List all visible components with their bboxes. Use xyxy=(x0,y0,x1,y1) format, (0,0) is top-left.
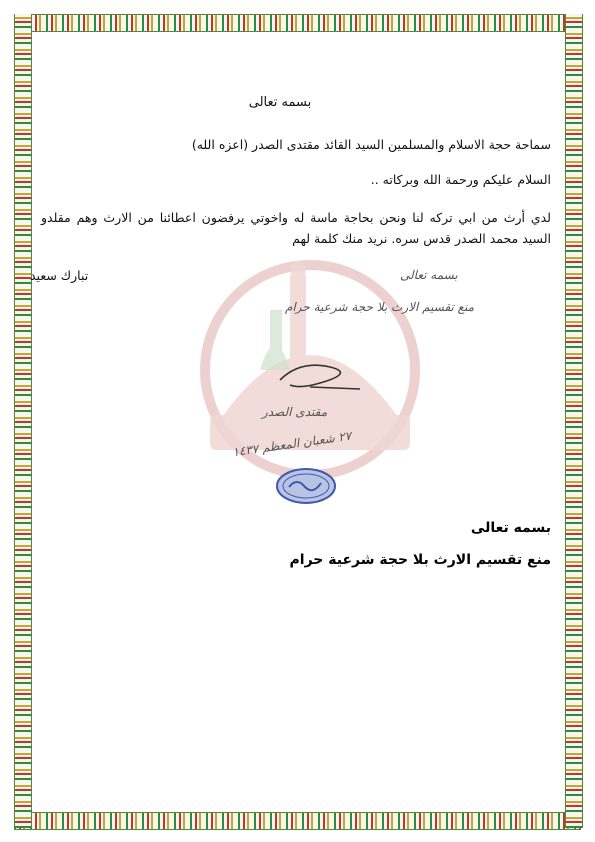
letter-body: لدي أرث من ابي تركه لنا ونحن بحاجة ماسة له واخوتي يرفضون اعطائنا من الارث وهم مقلدو السيد محمد الصدر قدس سره. نريد منك كلمة لهم xyxy=(41,210,551,246)
handwritten-basmala: بسمه تعالى xyxy=(400,268,458,282)
letter-closing: تبارك سعيد xyxy=(30,268,89,283)
addressee-line: سماحة حجة الاسلام والمسلمين السيد القائد مقتدى الصدر (اعزه الله) xyxy=(191,137,551,152)
basmala-heading: بسمه تعالى xyxy=(248,95,312,110)
ruling-text: منع تقسيم الارث بلا حجة شرعية حرام xyxy=(289,552,551,568)
decorative-border-bottom xyxy=(14,812,581,830)
handwritten-date: ٢٧ شعبان المعظم ١٤٣٧ xyxy=(231,428,353,460)
greeting-line: السلام عليكم ورحمة الله وبركاته .. xyxy=(370,172,551,187)
decorative-border-top xyxy=(14,14,581,32)
handwritten-ruling: منع تقسيم الارث بلا حجة شرعية حرام xyxy=(285,300,475,314)
decorative-border-left xyxy=(14,14,32,828)
handwritten-signatory-name: مقتدى الصدر xyxy=(262,405,328,419)
decorative-border-right xyxy=(565,14,583,828)
office-seal-icon xyxy=(275,467,337,505)
ruling-basmala: بسمه تعالى xyxy=(470,520,551,536)
signature-icon xyxy=(260,355,380,395)
